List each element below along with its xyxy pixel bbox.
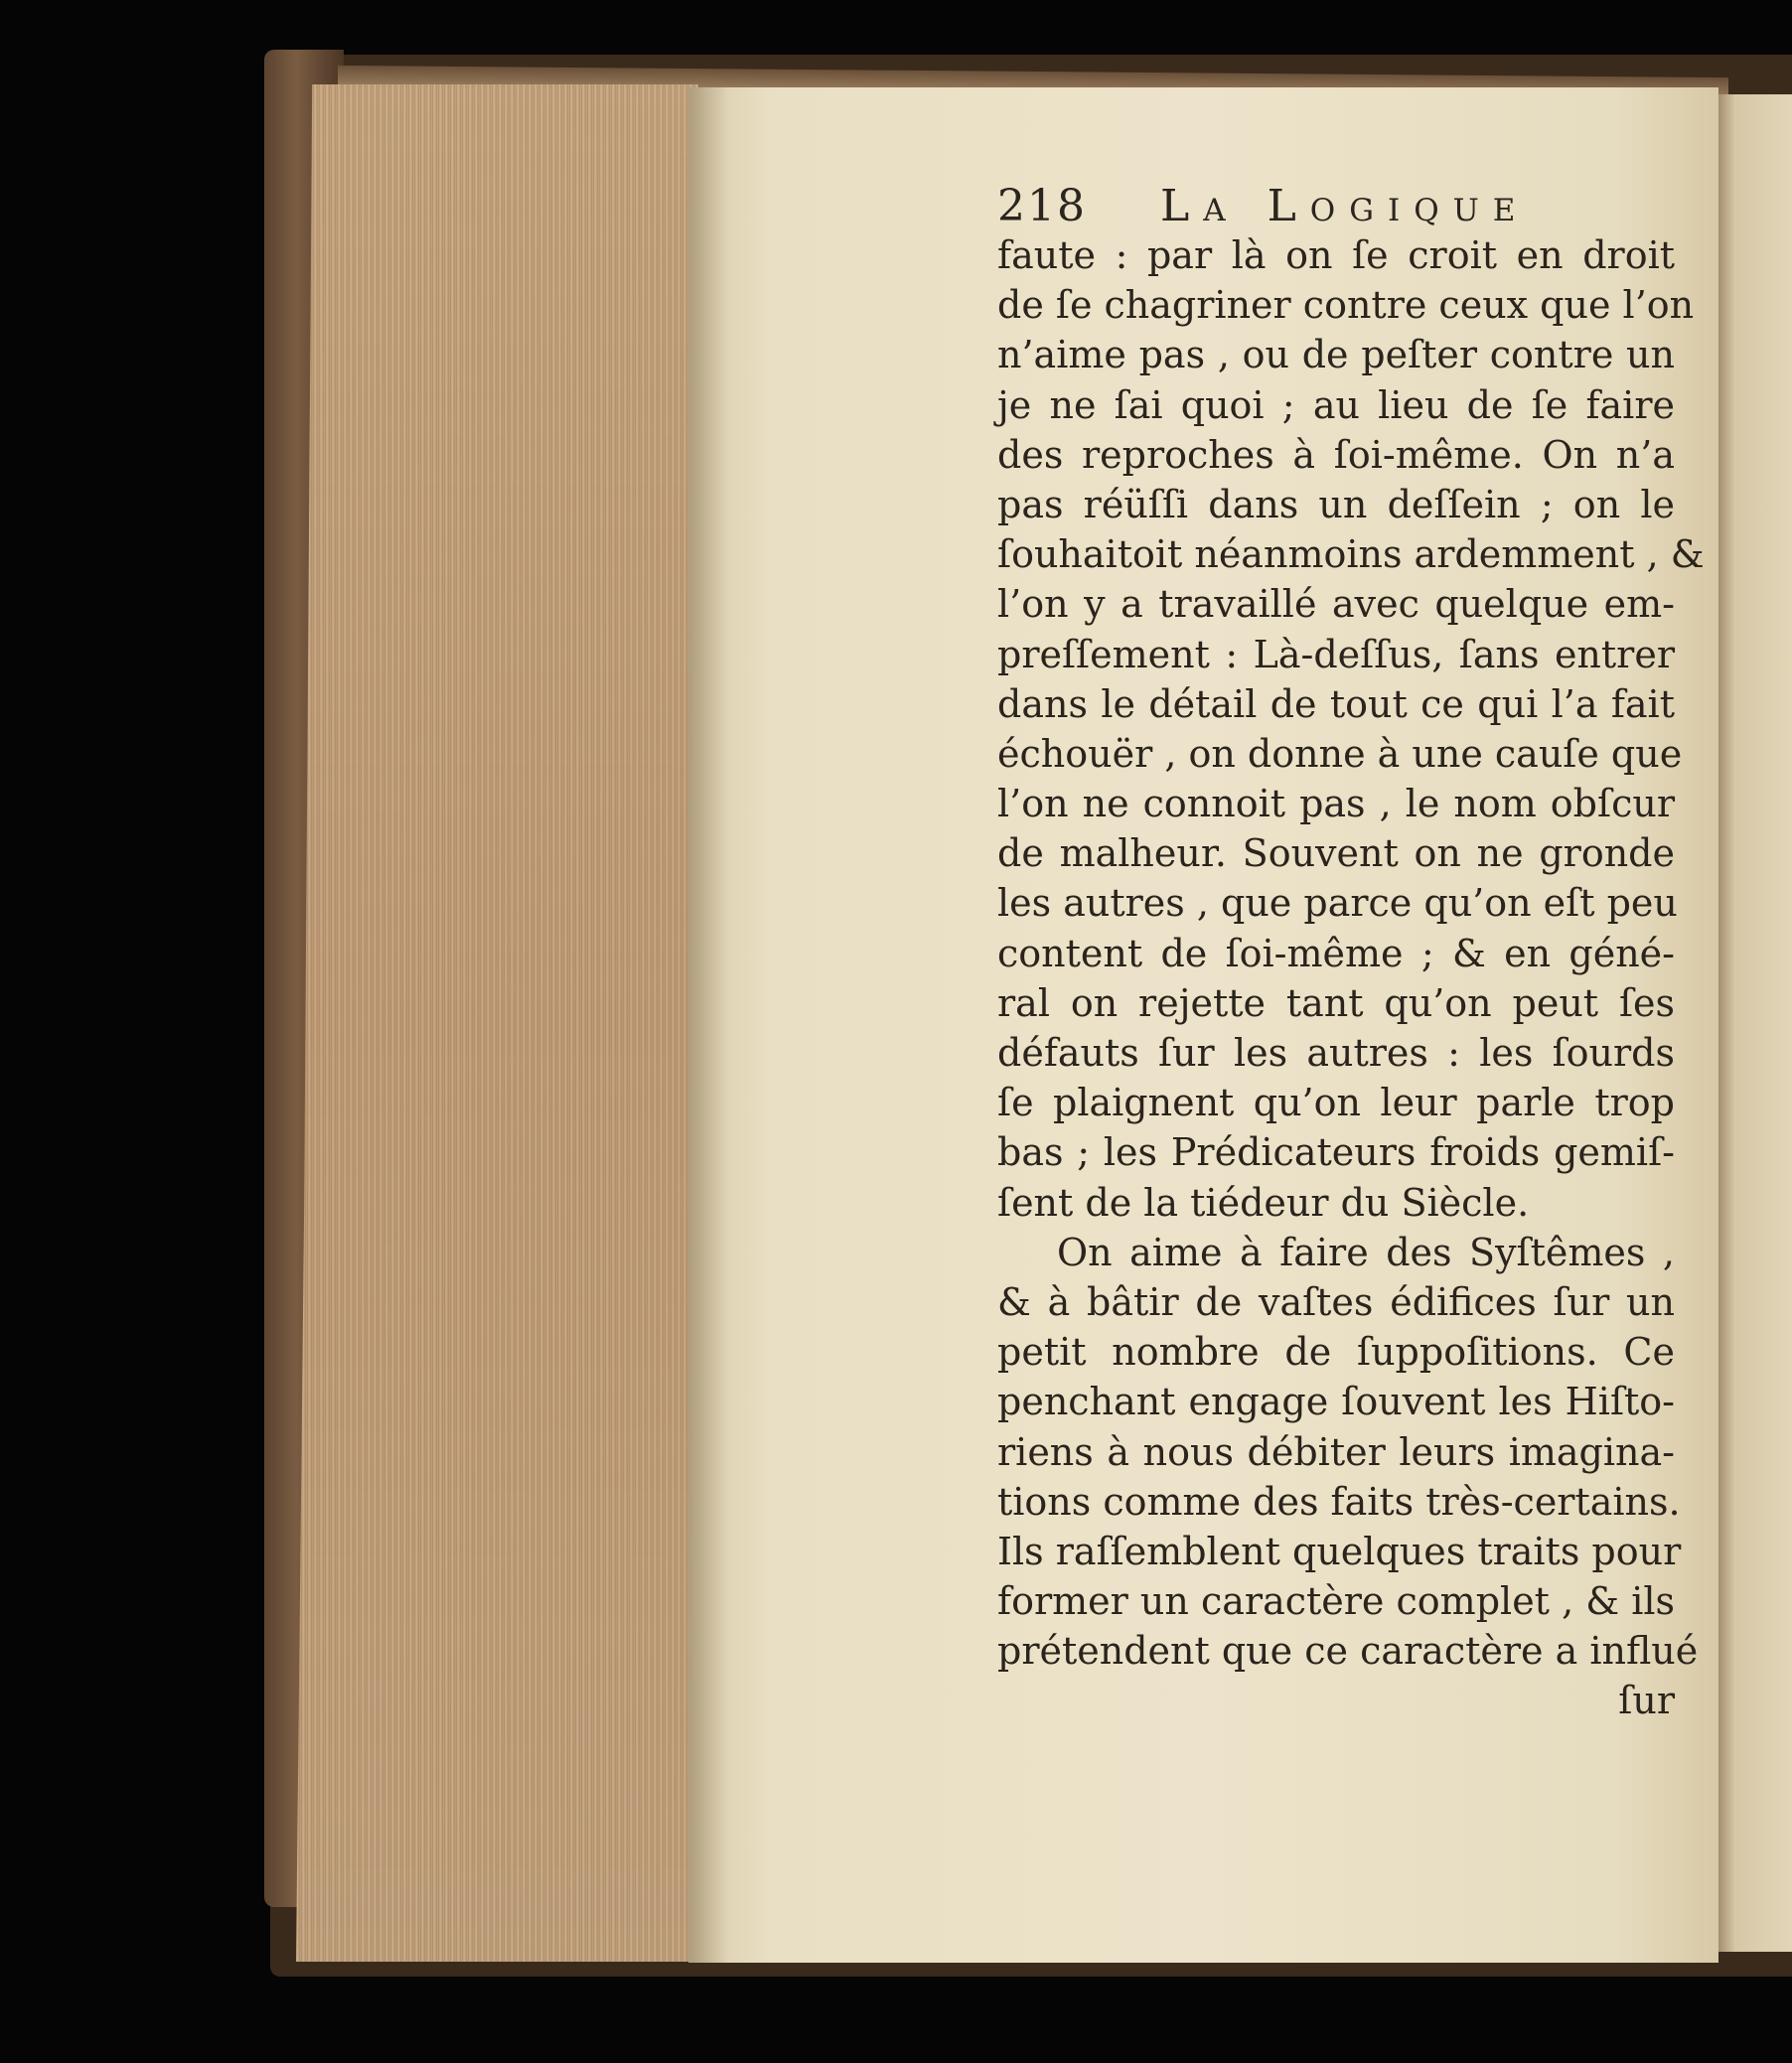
running-header (997, 181, 1529, 231)
page-edges (296, 84, 698, 1962)
text-line: content de ſoi-même ; & en géné- (997, 931, 1675, 975)
text-line: petit nombre de ſuppoſitions. Ce (997, 1330, 1675, 1375)
page-number: 218 (997, 181, 1087, 231)
text-line: des reproches à ſoi-même. On n’a (997, 432, 1675, 477)
text-line: riens à nous débiter leurs imagina- (997, 1429, 1675, 1474)
text-line: tions comme des faits très-certains. (997, 1479, 1681, 1524)
text-line: les autres , que parce qu’on eſt peu (997, 881, 1678, 926)
text-line: défauts ſur les autres : les ſourds (997, 1031, 1675, 1075)
text-line: faute : par là on ſe croit en droit (997, 233, 1675, 277)
text-line: penchant engage ſouvent les Hiſto- (997, 1380, 1675, 1424)
text-line: bas ; les Prédicateurs froids gemiſ- (997, 1130, 1675, 1175)
text-line: pas réüſſi dans un deſſein ; on le (997, 482, 1675, 526)
gutter-shadow (688, 87, 728, 1963)
text-line: l’on ne connoit pas , le nom obſcur (997, 782, 1675, 826)
text-line: je ne ſai quoi ; au lieu de ſe faire (997, 382, 1675, 427)
text-line: ral on rejette tant qu’on peut ſes (997, 980, 1675, 1025)
text-line: & à bâtir de vaſtes édifices ſur un (997, 1279, 1675, 1324)
text-line: preſſement : Là-deſſus, ſans entrer (997, 632, 1675, 676)
text-line: On aime à faire des Syſtêmes , (1057, 1230, 1675, 1274)
page-body-text (997, 230, 1705, 1726)
text-line: l’on y a travaillé avec quelque em- (997, 582, 1675, 627)
text-line: prétendent que ce caractère a influé (997, 1629, 1699, 1674)
text-line: Ils raſſemblent quelques traits pour (997, 1529, 1682, 1573)
text-line: ſouhaitoit néanmoins ardemment , & (997, 532, 1705, 577)
text-line: ſe plaignent qu’on leur parle trop (997, 1081, 1675, 1125)
text-line: former un caractère complet , & ils (997, 1579, 1675, 1624)
text-line: ſent de la tiédeur du Siècle. (997, 1180, 1530, 1225)
text-line: échouër , on donne à une cauſe que (997, 731, 1683, 776)
text-line: de malheur. Souvent on ne gronde (997, 831, 1675, 876)
running-head-title: La Logique (1159, 181, 1530, 231)
text-line: n’aime pas , ou de peſter contre un (997, 333, 1675, 377)
catchword: ſur (1618, 1679, 1675, 1723)
text-line: dans le détail de tout ce qui l’a fait (997, 681, 1675, 726)
facing-page-edge (1711, 94, 1792, 1952)
text-line: de ſe chagriner contre ceux que l’on (997, 283, 1695, 328)
